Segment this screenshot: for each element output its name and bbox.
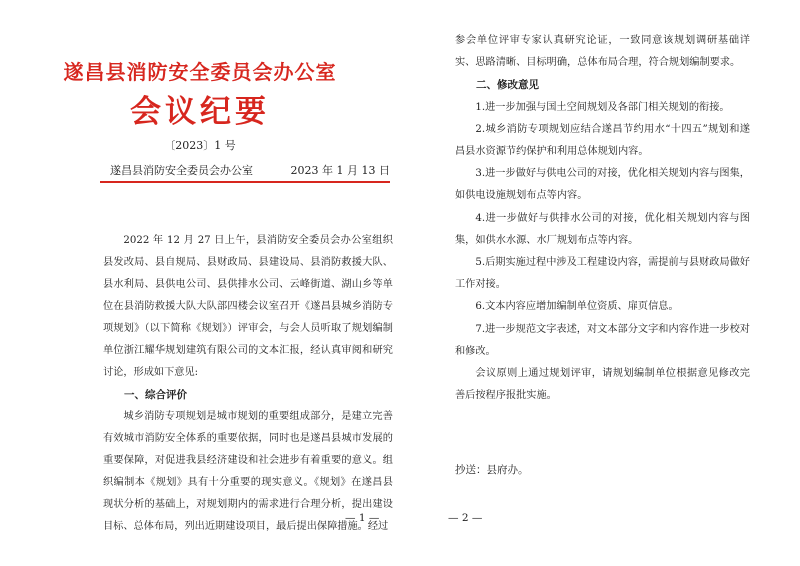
red-divider xyxy=(100,181,390,183)
issuing-organization: 遂昌县消防安全委员会办公室 xyxy=(63,60,337,84)
revision-item: 6.文本内容应增加编制单位资质、扉页信息。 xyxy=(475,301,679,313)
document-title: 会议纪要 xyxy=(130,94,270,130)
revision-item: 5.后期实施过程中涉及工程建设内容，需提前与县财政局做好工作对接。 xyxy=(455,257,750,291)
page-number: — 1 — xyxy=(345,512,380,524)
page-1-body xyxy=(103,230,393,538)
page-number: — 2 — xyxy=(448,512,483,524)
revision-item: 3.进一步做好与供电公司的对接，优化相关规划内容与图集，如供电设施规划布点等内容。 xyxy=(455,168,750,202)
continuation-paragraph: 参会单位评审专家认真研究论证，一致同意该规划调研基础详实、思路清晰、目标明确，总体布局合理，符合规划编制要求。 xyxy=(455,35,750,69)
revision-item: 2.城乡消防专项规划应结合遂昌节约用水“十四五”规划和遂昌县水资源节约保护和利用总体规划内容。 xyxy=(455,123,750,158)
revision-item: 4.进一步做好与供排水公司的对接，优化相关规划内容与图集，如供水水源、水厂规划布点等内容。 xyxy=(455,212,750,246)
page-2-body xyxy=(455,30,750,407)
revision-item: 1.进一步加强与国土空间规划及各部门相关规划的衔接。 xyxy=(475,101,730,113)
section-1-heading: 一、综合评价 xyxy=(124,389,187,401)
document-number: 〔2023〕1 号 xyxy=(164,139,236,152)
issue-date: 2023 年 1 月 13 日 xyxy=(290,164,390,177)
closing-paragraph: 会议原则上通过规划评审，请规划编制单位根据意见修改完善后按程序报批实施。 xyxy=(455,368,750,402)
section-1-paragraph: 城乡消防专项规划是城市规划的重要组成部分，是建立完善有效城市消防安全体系的重要依据，同时也是遂昌县城市发展的重要保障，对促进我县经济建设和社会进步有着重要的意义。组织编制本《规划》具有十分重要的现实意义。《规划》在遂昌县现状分析的基础上，对规划期内的需求进行合理分析，提出建设目标、总体布局，列出近期建设项目，最后提出保障措施。经过 xyxy=(103,411,393,532)
cc-line: 抄送：县府办。 xyxy=(455,464,529,476)
issuer-line: 遂昌县消防安全委员会办公室 xyxy=(110,164,253,177)
intro-paragraph: 2022 年 12 月 27 日上午，县消防安全委员会办公室组织县发改局、县自规局、县财政局、县建设局、县消防救援大队、县水利局、县供电公司、县供排水公司、云峰街道、湖山乡等单位在县消防救援大队大队部四楼会议室召开《遂昌县城乡消防专项规划》（以下简称《规划》）评审会，与会人员听取了规划编制单位浙江耀华规划建筑有限公司的文本汇报，经认真审阅和研究讨论，形成如下意见: xyxy=(103,235,393,378)
section-2-heading: 二、修改意见 xyxy=(476,79,539,92)
page-2 xyxy=(400,0,800,566)
revision-item: 7.进一步规范文字表述，对文本部分文字和内容作进一步校对和修改。 xyxy=(455,323,750,357)
